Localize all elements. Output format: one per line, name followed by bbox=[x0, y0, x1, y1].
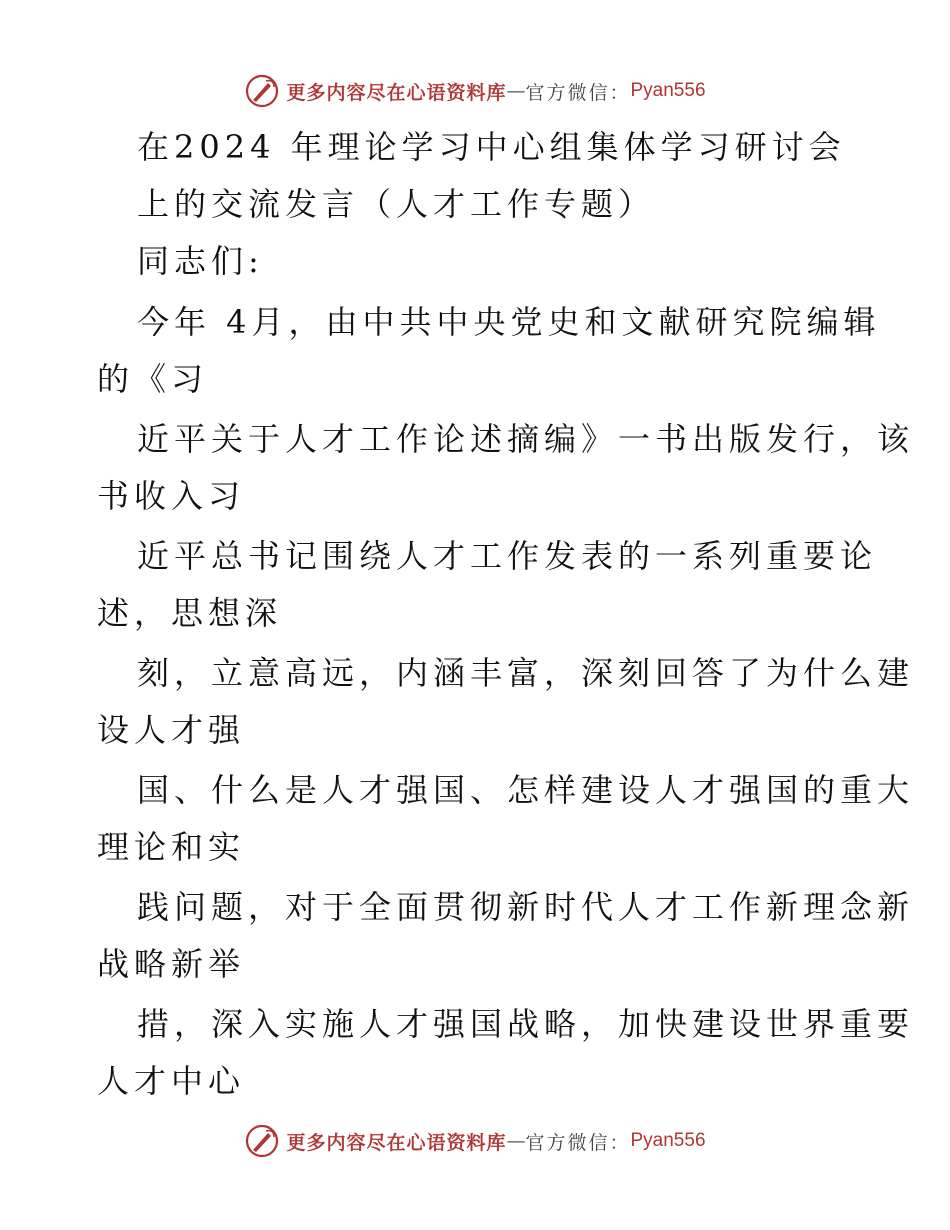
body-line: 书收入习 bbox=[97, 477, 246, 515]
title-line-2: 上的交流发言（人才工作专题） bbox=[137, 185, 656, 223]
footer-site-text: 更多内容尽在心语资料库 bbox=[286, 1131, 507, 1154]
salutation: 同志们: bbox=[137, 242, 264, 280]
body-line: 的《习 bbox=[97, 360, 209, 398]
body-line: 理论和实 bbox=[97, 828, 246, 866]
body-line: 今年 4月，由中共中央党史和文献研究院编辑 bbox=[137, 303, 881, 341]
header-wechat-label: 官方微信： bbox=[525, 81, 631, 104]
body-line: 人才中心 bbox=[97, 1062, 246, 1100]
body-line: 践问题，对于全面贯彻新时代人才工作新理念新 bbox=[137, 888, 915, 926]
footer-banner bbox=[0, 1121, 950, 1161]
quill-logo-icon bbox=[244, 73, 280, 109]
body-line: 近平关于人才工作论述摘编》一书出版发行，该 bbox=[137, 420, 915, 458]
quill-logo-icon bbox=[244, 1123, 280, 1159]
body-line: 战略新举 bbox=[97, 945, 246, 983]
header-banner bbox=[0, 71, 950, 111]
body-line: 国、什么是人才强国、怎样建设人才强国的重大 bbox=[137, 771, 915, 809]
header-wechat-id: Pyan556 bbox=[630, 80, 706, 101]
body-line: 刻，立意高远，内涵丰富，深刻回答了为什么建 bbox=[137, 654, 915, 692]
footer-wechat-id: Pyan556 bbox=[630, 1130, 706, 1151]
body-line: 设人才强 bbox=[97, 711, 246, 749]
footer-wechat-label: 官方微信： bbox=[525, 1131, 631, 1154]
header-separator: — bbox=[506, 80, 526, 102]
header-site-text: 更多内容尽在心语资料库 bbox=[286, 81, 507, 104]
body-line: 近平总书记围绕人才工作发表的一系列重要论 bbox=[137, 537, 878, 575]
footer-separator: — bbox=[506, 1130, 526, 1152]
body-line: 述，思想深 bbox=[97, 594, 283, 632]
title-line-1: 在2024 年理论学习中心组集体学习研讨会 bbox=[137, 128, 846, 166]
body-line: 措，深入实施人才强国战略，加快建设世界重要 bbox=[137, 1005, 915, 1043]
